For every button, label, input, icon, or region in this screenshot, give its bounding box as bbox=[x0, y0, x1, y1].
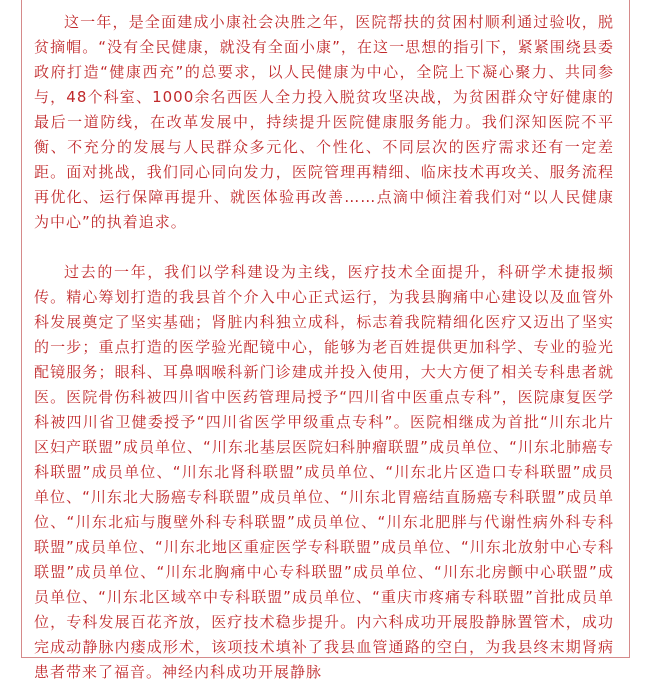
paragraph-discipline-building: 过去的一年，我们以学科建设为主线，医疗技术全面提升，科研学术捷报频传。精心筹划打造的我县首个介入中心正式运行，为我县胸痛中心建设以及血管外科发展奠定了坚实基础；肾脏内科独立成科，标志着我院精细化医疗又迈出了坚实的一步；重点打造的医学验光配镜中心，能够为老百姓提供更加科学、专业的验光配镜服务；眼科、耳鼻咽喉科新门诊建成并投入使用，大大方便了相关专科患者就医。医院骨伤科被四川省中医药管理局授予“四川省中医重点专科”，医院康复医学科被四川省卫健委授予“四川省医学甲级重点专科”。医院相继成为首批“川东北片区妇产联盟”成员单位、“川东北基层医院妇科肿瘤联盟”成员单位、“川东北肺癌专科联盟”成员单位、“川东北肾科联盟”成员单位、“川东北片区造口专科联盟”成员单位、“川东北大肠癌专科联盟”成员单位、“川东北胃癌结直肠癌专科联盟”成员单位、“川东北疝与腹壁外科专科联盟”成员单位、“川东北肥胖与代谢性病外科专科联盟”成员单位、“川东北地区重症医学专科联盟”成员单位、“川东北放射中心专科联盟”成员单位、“川东北胸痛中心专科联盟”成员单位、“川东北房颤中心联盟”成员单位、“川东北区域卒中专科联盟”成员单位、“重庆市疼痛专科联盟”首批成员单位，专科发展百花齐放，医疗技术稳步提升。内六科成功开展股静脉置管术，成功完成动静脉内瘘成形术，该项技术填补了我县血管通路的空白，为我县终末期肾病患者带来了福音。神经内科成功开展静脉 bbox=[34, 263, 614, 681]
paragraph-summary-year: 这一年，是全面建成小康社会决胜之年，医院帮扶的贫困村顺利通过验收，脱贫摘帽。“没有全民健康，就没有全面小康”，在这一思想的指引下，紧紧围绕县委政府打造“健康西充”的总要求，以人民健康为中心，全院上下凝心聚力、共同参与，48个科室、1000余名西医人全力投入脱贫攻坚决战，为贫困群众守好健康的最后一道防线，在改革发展中，持续提升医院健康服务能力。我们深知医院不平衡、不充分的发展与人民群众多元化、个性化、不同层次的医疗需求还有一定差距。面对挑战，我们同心同向发力，医院管理再精细、临床技术再攻关、服务流程再优化、运行保障再提升、就医体验再改善……点滴中倾注着我们对“以人民健康为中心”的执着追求。 bbox=[34, 13, 614, 231]
article-body bbox=[34, 10, 614, 685]
